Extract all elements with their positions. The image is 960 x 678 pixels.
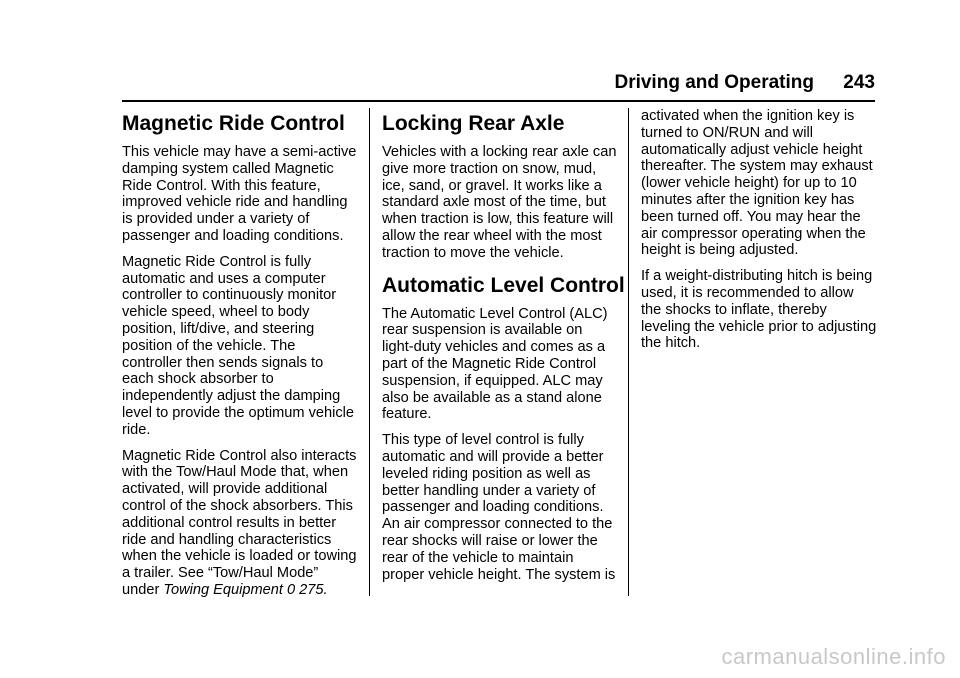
- paragraph-tow-haul: [122, 448, 358, 599]
- column-divider: [628, 108, 629, 596]
- paragraph: Magnetic Ride Control is fully automatic and uses a computer controller to continuously monitor vehicle speed, wheel to body position, lift/dive, and steering position of the vehicle. The controller then sends signals to each shock absorber to independently adjust the damping level to provide the optimum vehicle ride.: [122, 253, 354, 438]
- paragraph-text: Magnetic Ride Control also interacts with the Tow/Haul Mode that, when activated, will provide additional control of the shock absorbers. This additional control results in better ride and handling characteristics when the vehicle is loaded or towing a trailer. See “Tow/Haul Mode” under: [122, 447, 357, 598]
- column-divider: [369, 108, 370, 596]
- page-ref-number[interactable]: 275.: [299, 581, 328, 598]
- paragraph: The Automatic Level Control (ALC) rear suspension is available on light-duty vehicles and comes as a part of the Magnetic Ride Control suspension, if equipped. ALC may also be available as a stand alone feature.: [382, 305, 608, 423]
- column-left: [122, 108, 358, 608]
- paragraph: This type of level control is fully automatic and will provide a better leveled riding position as well as better handling under a variety of passenger and loading conditions. An air compressor connected to the rear shocks will raise or lower the rear of the vehicle to maintain proper vehicle height. The system is: [382, 432, 616, 583]
- paragraph: If a weight-distributing hitch is being used, it is recommended to allow the shocks to inflate, thereby leveling the vehicle prior to adjusting the hitch.: [641, 268, 877, 352]
- page-header: [122, 70, 875, 96]
- paragraph: activated when the ignition key is turned to ON/RUN and will automatically adjust vehicle height thereafter. The system may exhaust (lower vehicle height) for up to 10 minutes after the ignition key has been turned off. You may hear the air compressor operating when the height is being adjusted.: [641, 108, 873, 259]
- page-ref-symbol: 0: [286, 581, 296, 598]
- heading-automatic-level-control: Automatic Level Control: [382, 273, 625, 297]
- column-middle: [382, 108, 625, 592]
- watermark: carmanualsonline.info: [721, 644, 946, 669]
- paragraph: Vehicles with a locking rear axle can give more traction on snow, mud, ice, sand, or gravel. It works like a standard axle most of the time, but when traction is low, this feature will allow the rear wheel with the most traction to move the vehicle.: [382, 144, 617, 261]
- column-right: [641, 108, 877, 361]
- section-title: Driving and Operating: [614, 72, 814, 93]
- paragraph: This vehicle may have a semi-active damping system called Magnetic Ride Control. With this feature, improved vehicle ride and handling is provided under a variety of passenger and loading conditions.: [122, 144, 357, 244]
- page-number: 243: [843, 72, 875, 93]
- heading-locking-rear-axle: Locking Rear Axle: [382, 112, 565, 135]
- heading-magnetic-ride-control: Magnetic Ride Control: [122, 112, 345, 135]
- towing-equipment-link[interactable]: Towing Equipment: [163, 581, 283, 598]
- header-rule: [122, 100, 875, 102]
